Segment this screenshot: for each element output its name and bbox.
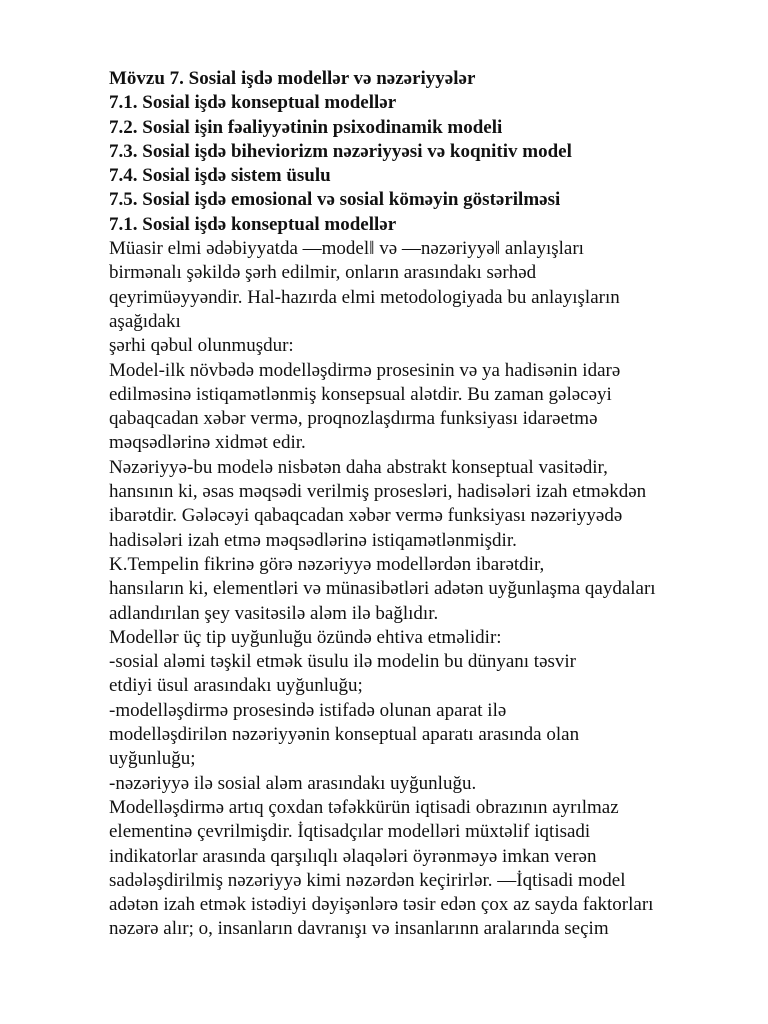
body-line: K.Tempelin fikrinə görə nəzəriyyə modellərdən ibarətdir, (109, 553, 545, 575)
body-line: Nəzəriyyə-bu modelə nisbətən daha abstrakt konseptual vasitədir, (109, 456, 608, 478)
body-line: Müasir elmi ədəbiyyatda ―model‖ və ―nəzəriyyə‖ anlayışları (109, 238, 584, 260)
body-line: hansıların ki, elementləri və münasibətləri adətən uyğunlaşma qaydaları (109, 578, 656, 600)
body-line: Modelləşdirmə artıq çoxdan təfəkkürün iqtisadi obrazının ayrılmaz (109, 796, 619, 818)
body-line: ibarətdir. Gələcəyi qabaqcadan xəbər vermə funksiyası nəzəriyyədə (109, 505, 623, 527)
body-line: sadələşdirilmiş nəzəriyyə kimi nəzərdən keçirirlər. ―İqtisadi model (109, 869, 626, 891)
body-line: nəzərə alır; o, insanların davranışı və insanlarınn aralarında seçim (109, 918, 609, 940)
toc-item-7-4: 7.4. Sosial işdə sistem üsulu (109, 165, 331, 187)
body-line: adətən izah etmək istədiyi dəyişənlərə təsir edən çox az sayda faktorları (109, 894, 654, 916)
toc-item-7-1: 7.1. Sosial işdə konseptual modellər (109, 92, 397, 114)
body-line: adlandırılan şey vasitəsilə aləm ilə bağlıdır. (109, 602, 439, 624)
body-line: -modelləşdirmə prosesində istifadə olunan aparat ilə (109, 699, 507, 721)
toc-item-7-5: 7.5. Sosial işdə emosional və sosial köməyin göstərilməsi (109, 189, 561, 211)
toc-item-7-2: 7.2. Sosial işin fəaliyyətinin psixodinamik modeli (109, 116, 503, 138)
body-line: -sosial aləmi təşkil etmək üsulu ilə modelin bu dünyanı təsvir (109, 651, 577, 673)
body-line: elementinə çevrilmişdir. İqtisadçılar modelləri müxtəlif iqtisadi (109, 821, 591, 843)
body-line: modelləşdirilən nəzəriyyənin konseptual aparatı arasında olan (109, 724, 580, 746)
body-line: hadisələri izah etmə məqsədlərinə istiqamətlənmişdir. (109, 529, 517, 551)
body-line: Modellər üç tip uyğunluğu özündə ehtiva etməlidir: (109, 626, 502, 648)
body-line: indikatorlar arasında qarşılıqlı əlaqələri öyrənməyə imkan verən (109, 845, 597, 867)
body-line: uyğunluğu; (109, 748, 196, 770)
topic-title: Mövzu 7. Sosial işdə modellər və nəzəriyyələr (109, 68, 476, 89)
body-line: məqsədlərinə xidmət edir. (109, 432, 306, 454)
body-line: aşağıdakı (109, 310, 181, 332)
body-line: etdiyi üsul arasındakı uyğunluğu; (109, 675, 363, 697)
body-line: şərhi qəbul olunmuşdur: (109, 335, 294, 357)
section-heading-7-1: 7.1. Sosial işdə konseptual modellər (109, 213, 397, 235)
document-text (109, 67, 719, 942)
toc-item-7-3: 7.3. Sosial işdə biheviorizm nəzəriyyəsi və koqnitiv model (109, 140, 572, 162)
body-line: qeyrimüəyyəndir. Hal-hazırda elmi metodologiyada bu anlayışların (109, 286, 620, 308)
body-line: qabaqcadan xəbər vermə, proqnozlaşdırma funksiyası idarəetmə (109, 408, 598, 430)
body-line: birmənalı şəkildə şərh edilmir, onların arasındakı sərhəd (109, 262, 537, 284)
body-line: edilməsinə istiqamətlənmiş konsepsual alətdir. Bu zaman gələcəyi (109, 383, 612, 405)
body-line: Model-ilk növbədə modelləşdirmə prosesinin və ya hadisənin idarə (109, 359, 621, 381)
body-line: -nəzəriyyə ilə sosial aləm arasındakı uyğunluğu. (109, 772, 477, 794)
body-line: hansının ki, əsas məqsədi verilmiş prosesləri, hadisələri izah etməkdən (109, 481, 647, 503)
